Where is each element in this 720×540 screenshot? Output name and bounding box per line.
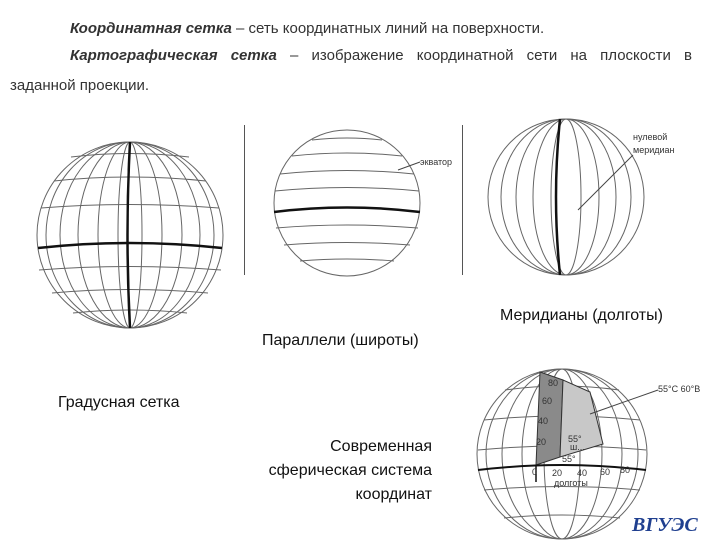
lon-tick: 80 bbox=[620, 465, 631, 475]
angle-label: 55° bbox=[568, 434, 582, 444]
caption-parallels: Параллели (широты) bbox=[262, 332, 419, 349]
definition-text-2: – изображение координатной сети на плоскости в bbox=[290, 47, 692, 64]
coords-label: 55°С 60°В bbox=[658, 384, 701, 394]
lon-tick: 40 bbox=[577, 468, 588, 478]
lat-tick: 80 bbox=[548, 378, 559, 388]
lon-tick: 20 bbox=[552, 468, 563, 478]
prime-meridian-label-1: нулевой bbox=[633, 132, 668, 142]
lat-tick: 40 bbox=[538, 416, 549, 426]
degree-grid-globe bbox=[25, 135, 235, 335]
prime-meridian-label-2: меридиан bbox=[633, 145, 675, 155]
lon-tick: 0 bbox=[532, 467, 538, 477]
term-coordinate-grid: Координатная сетка bbox=[70, 20, 232, 37]
caption-meridians: Меридианы (долготы) bbox=[500, 307, 663, 324]
angle-label: ш... bbox=[570, 442, 585, 452]
divider-line bbox=[462, 125, 463, 275]
lat-tick: 60 bbox=[542, 396, 553, 406]
divider-line bbox=[244, 125, 245, 275]
vguès-logo bbox=[628, 508, 718, 538]
parallels-globe bbox=[262, 128, 462, 278]
meridians-globe bbox=[478, 115, 718, 280]
caption-modern-line2: сферическая система bbox=[268, 462, 432, 479]
definition-text-1: – сеть координатных линий на поверхности. bbox=[231, 20, 545, 37]
caption-modern-line1: Современная bbox=[330, 438, 432, 455]
lon-axis-label: долготы bbox=[554, 478, 588, 488]
equator-label: экватор bbox=[420, 157, 453, 167]
term-cartographic-grid: Картографическая сетка bbox=[70, 47, 277, 64]
lat-tick: 20 bbox=[536, 437, 547, 447]
caption-degree-grid: Градусная сетка bbox=[58, 394, 180, 411]
definition-cartographic-grid bbox=[70, 47, 692, 64]
caption-modern-line3: координат bbox=[355, 486, 432, 503]
definition-text-2-continued: заданной проекции. bbox=[10, 77, 149, 94]
angle-label: 55° bbox=[562, 454, 576, 464]
logo-text: ВГУЭС bbox=[632, 514, 698, 536]
caption-modern-system bbox=[240, 435, 432, 507]
definition-coordinate-grid bbox=[70, 20, 544, 37]
lon-tick: 60 bbox=[600, 467, 611, 477]
